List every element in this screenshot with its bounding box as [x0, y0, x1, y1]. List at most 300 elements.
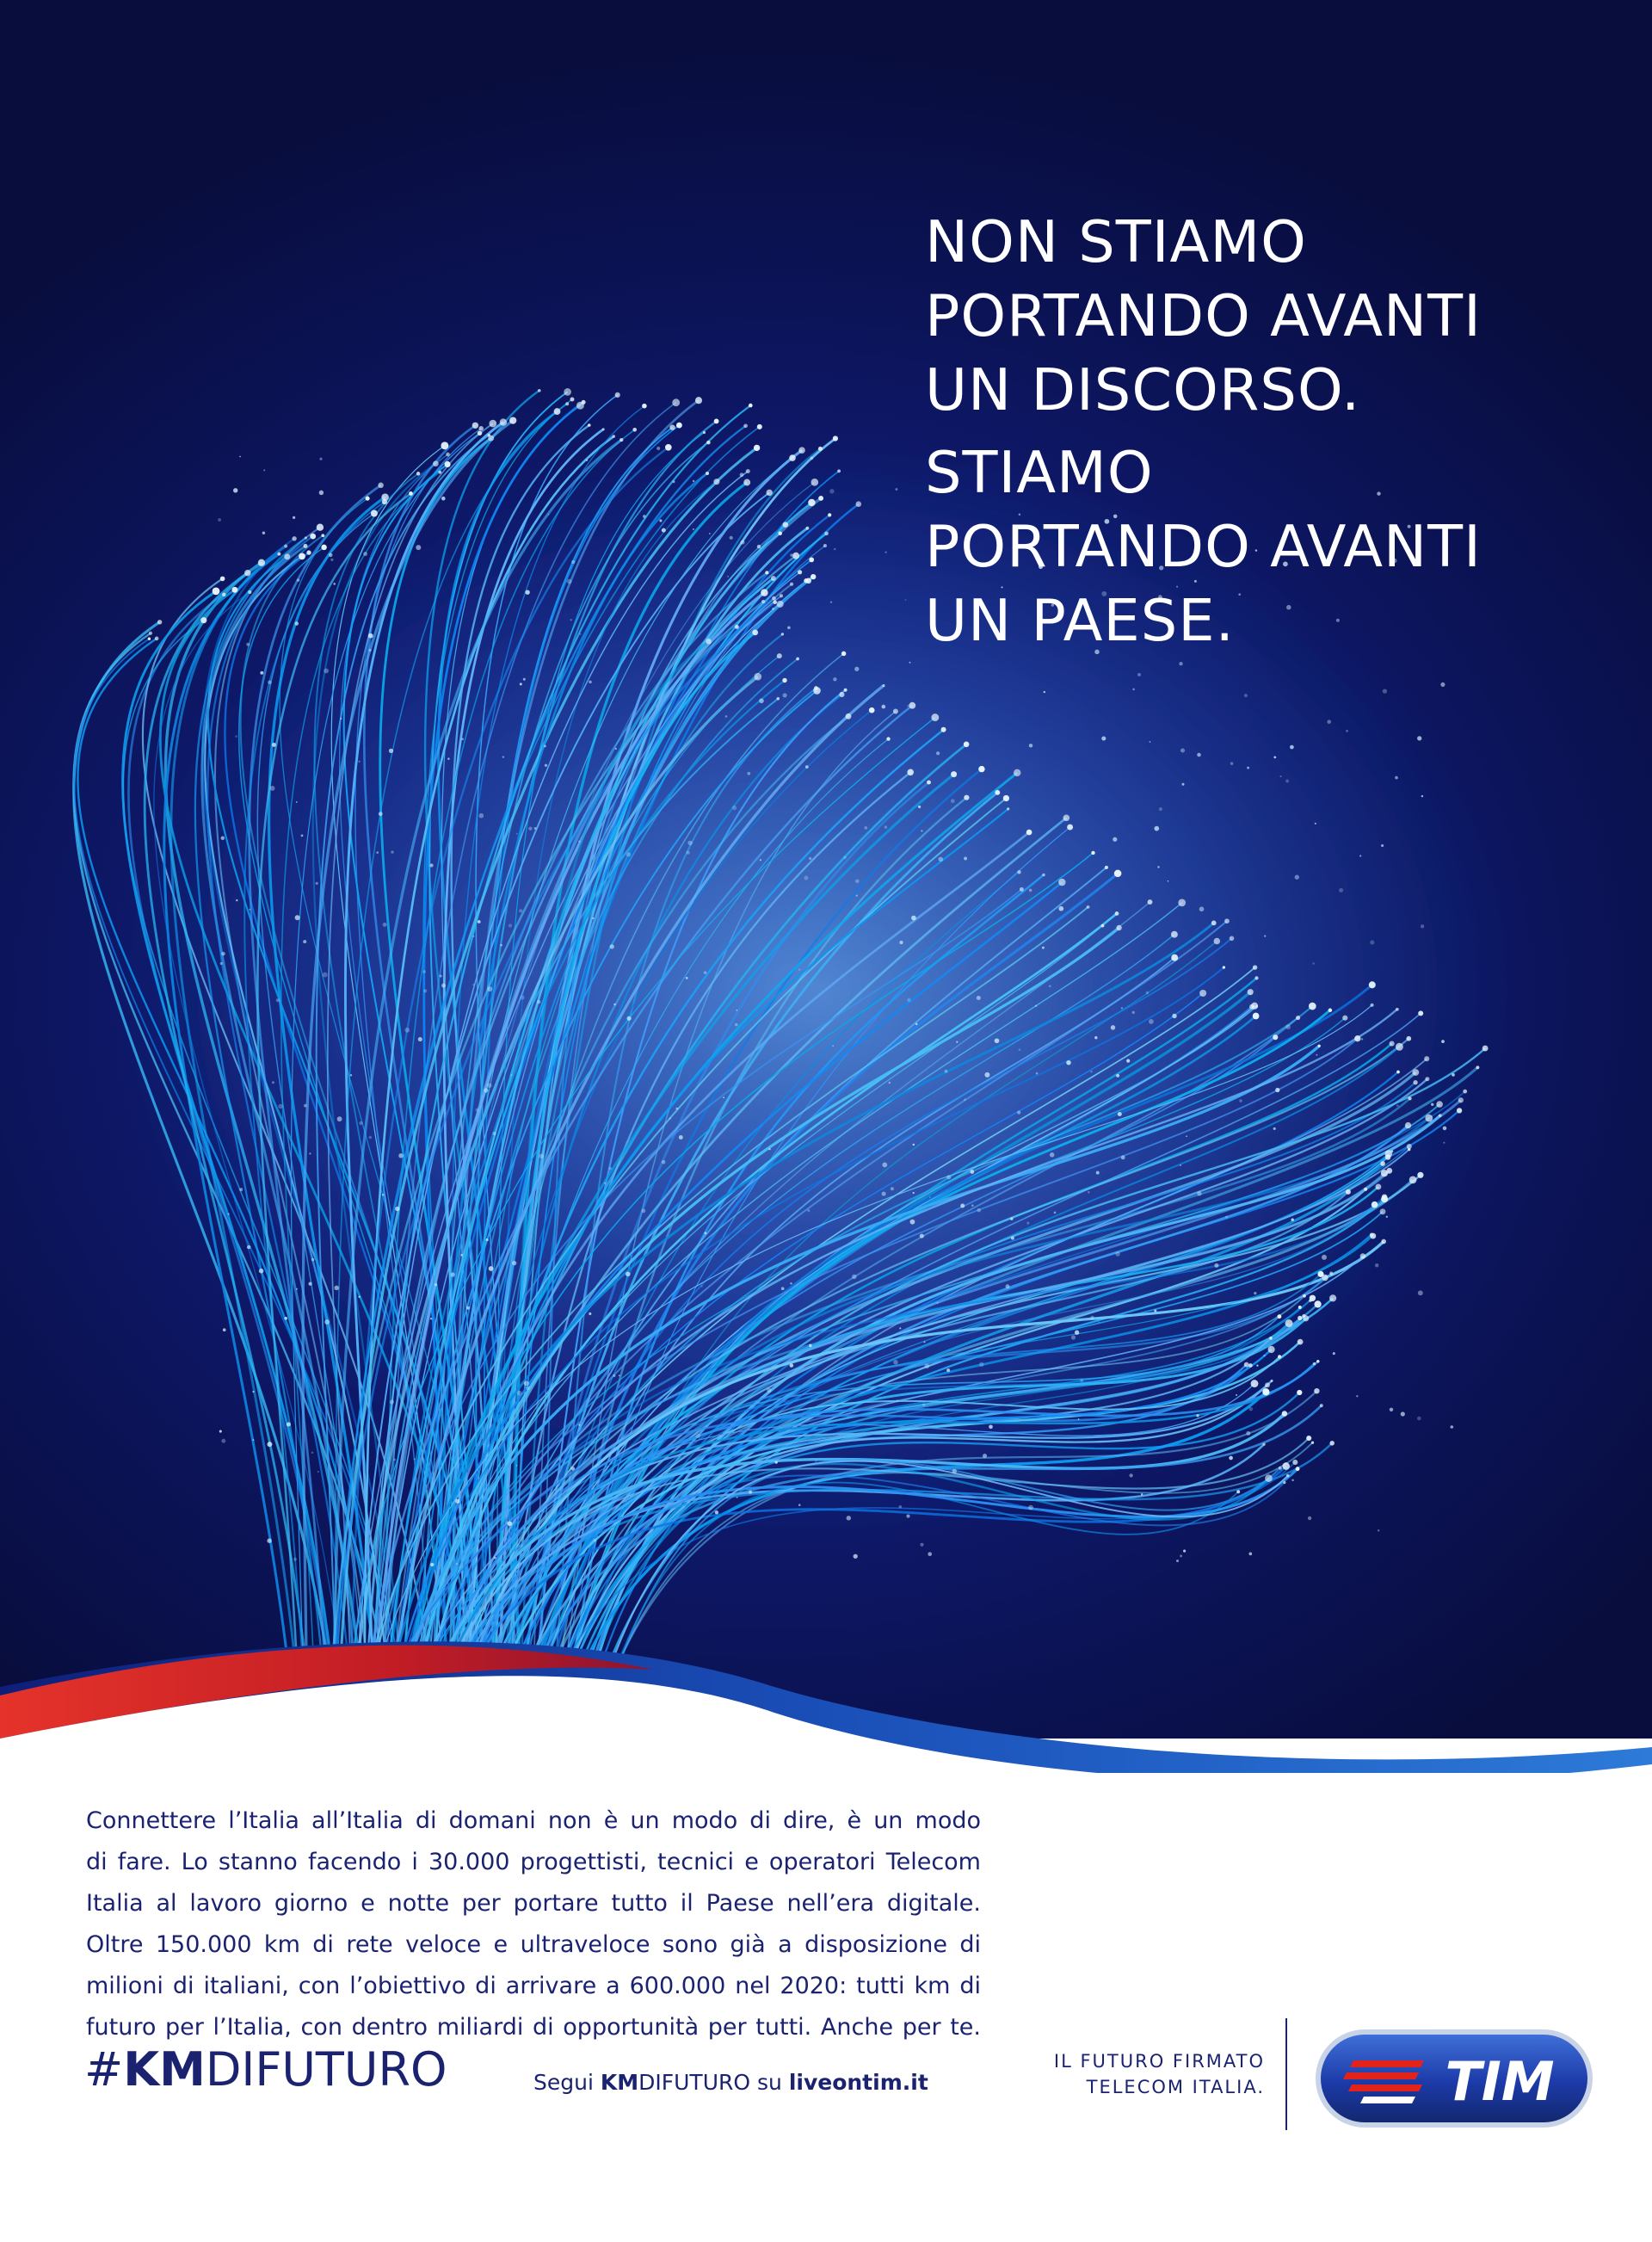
fiber-tip: [833, 435, 838, 441]
fiber-tip: [1396, 1008, 1399, 1011]
fiber-tip: [1360, 1253, 1365, 1258]
fiber-sparkle: [609, 1167, 613, 1170]
fiber-sparkle: [1390, 1408, 1393, 1411]
fiber-sparkle: [390, 1399, 394, 1404]
fiber-tip: [839, 692, 844, 697]
fiber-sparkle: [1418, 1290, 1423, 1295]
fiber-sparkle: [830, 602, 832, 603]
fiber-tip: [995, 790, 1000, 795]
fiber-sparkle: [662, 528, 666, 533]
fiber-sparkle: [1196, 1414, 1199, 1417]
fiber-tip: [789, 454, 796, 461]
fiber-tip: [305, 536, 307, 539]
fiber-sparkle: [891, 1187, 894, 1190]
fiber-sparkle: [977, 1208, 982, 1213]
fiber-sparkle: [709, 533, 711, 534]
fiber-sparkle: [1071, 1335, 1076, 1339]
fiber-sparkle: [918, 806, 921, 808]
fiber-sparkle: [239, 456, 241, 458]
fiber-sparkle: [921, 830, 922, 831]
fiber-sparkle: [1214, 1263, 1218, 1268]
fiber-sparkle: [910, 1220, 915, 1225]
fiber-sparkle: [971, 1204, 974, 1207]
fiber-sparkle: [882, 1162, 887, 1167]
fiber-sparkle: [227, 1213, 229, 1214]
fiber-sparkle: [1132, 689, 1135, 691]
fiber-sparkle: [1129, 1473, 1132, 1477]
fiber-tip: [1405, 1122, 1411, 1128]
fiber-tip: [1458, 1097, 1464, 1102]
fiber-sparkle: [1019, 1048, 1021, 1051]
fiber-sparkle: [855, 879, 860, 883]
fiber-sparkle: [643, 515, 646, 518]
fiber-sparkle: [656, 447, 660, 450]
fiber-sparkle: [1044, 691, 1045, 693]
fiber-sparkle: [548, 514, 550, 516]
fiber-sparkle: [1066, 1060, 1071, 1065]
fiber-sparkle: [1090, 1316, 1094, 1319]
fiber-sparkle: [1239, 1099, 1242, 1102]
fiber-sparkle: [1291, 1479, 1294, 1482]
hashtag-rest: DIFUTURO: [205, 2042, 447, 2097]
fiber-tip: [796, 658, 799, 661]
headline-line: STIAMO: [925, 439, 1154, 506]
body-copy-line: Connettere l’Italia all’Italia di domani non è un modo di dire, è un modo: [86, 1807, 981, 1834]
fiber-sparkle: [1431, 1103, 1433, 1106]
fiber-sparkle: [936, 751, 940, 755]
fiber-sparkle: [441, 984, 446, 988]
headline-line: NON STIAMO: [925, 208, 1307, 275]
fiber-sparkle: [524, 1380, 529, 1386]
fiber-sparkle: [964, 857, 967, 861]
fiber-sparkle: [913, 1192, 915, 1194]
fiber-tip: [1262, 1388, 1269, 1395]
fiber-sparkle: [1150, 741, 1151, 743]
fiber-sparkle: [494, 1557, 496, 1560]
fiber-sparkle: [1028, 1505, 1033, 1510]
fiber-tip: [1375, 1183, 1381, 1189]
fiber-sparkle: [252, 1391, 254, 1393]
fiber-sparkle: [319, 458, 322, 460]
fiber-sparkle: [500, 944, 502, 947]
fiber-sparkle: [693, 528, 694, 530]
fiber-sparkle: [705, 1232, 707, 1234]
fiber-sparkle: [895, 488, 897, 491]
fiber-tip: [761, 600, 765, 603]
fiber-sparkle: [906, 1515, 909, 1518]
fiber-tip: [441, 442, 448, 449]
fiber-tip: [1364, 1188, 1367, 1191]
fiber-sparkle: [1333, 1352, 1335, 1355]
fiber-tip: [746, 469, 750, 473]
fiber-sparkle: [586, 460, 588, 461]
fiber-sparkle: [472, 984, 474, 985]
fiber-sparkle: [478, 813, 484, 818]
fiber-sparkle: [939, 857, 944, 862]
fiber-tip: [582, 400, 586, 405]
fiber-sparkle: [383, 923, 387, 927]
fiber-tip: [1171, 931, 1178, 938]
fiber-sparkle: [604, 1183, 606, 1184]
fiber-tip: [1199, 990, 1206, 997]
fiber-sparkle: [460, 1254, 462, 1256]
fiber-tip: [299, 553, 305, 560]
fiber-tip: [1342, 1016, 1347, 1021]
fiber-sparkle: [1010, 1217, 1014, 1220]
fiber-tip: [1116, 925, 1121, 930]
fiber-sparkle: [516, 833, 518, 835]
fiber-tip: [222, 593, 225, 596]
fiber-tip: [823, 544, 827, 547]
fiber-sparkle: [626, 1272, 631, 1277]
fiber-tip: [1248, 989, 1254, 995]
fiber-sparkle: [455, 1499, 459, 1504]
fiber-sparkle: [1327, 720, 1331, 724]
fiber-sparkle: [905, 599, 907, 601]
fiber-sparkle: [1229, 1456, 1233, 1461]
fiber-sparkle: [520, 682, 522, 685]
fiber-sparkle: [456, 1563, 458, 1565]
fiber-tip: [844, 689, 848, 692]
fiber-tip: [1058, 879, 1065, 886]
fiber-sparkle: [732, 806, 737, 810]
fiber-sparkle: [239, 1188, 243, 1191]
fiber-tip: [1296, 1016, 1300, 1020]
fiber-tip: [856, 501, 862, 507]
fiber-tip: [446, 453, 450, 457]
fiber-tip: [445, 461, 451, 467]
hashtag-bold: KM: [123, 2042, 206, 2097]
fiber-tip: [809, 558, 814, 563]
fiber-sparkle: [1168, 880, 1169, 882]
fiber-sparkle: [627, 1016, 632, 1021]
fiber-tip: [1014, 769, 1021, 777]
fiber-tip: [1417, 1172, 1423, 1178]
fiber-sparkle: [311, 1452, 314, 1455]
fiber-tip: [1346, 1189, 1351, 1195]
fiber-sparkle: [395, 1207, 399, 1211]
fiber-sparkle: [1180, 1554, 1182, 1557]
fiber-tip: [706, 441, 711, 445]
fiber-tip: [927, 781, 931, 785]
fiber-tip: [1223, 966, 1225, 968]
fiber-sparkle: [267, 1539, 271, 1543]
fiber-tip: [1380, 1208, 1386, 1214]
fiber-sparkle: [287, 1423, 291, 1427]
fiber-tip: [1007, 807, 1009, 810]
fiber-sparkle: [897, 1399, 898, 1401]
fiber-sparkle: [956, 1041, 958, 1043]
fiber-tip: [1412, 1069, 1419, 1076]
fiber-tip: [735, 625, 739, 629]
fiber-sparkle: [1361, 1038, 1364, 1041]
fiber-sparkle: [798, 1504, 801, 1506]
follow-lead: Segui: [533, 2070, 601, 2095]
fiber-tip: [258, 559, 265, 566]
fiber-sparkle: [369, 649, 372, 652]
fiber-sparkle: [929, 1196, 931, 1198]
fiber-sparkle: [1386, 1216, 1388, 1218]
fiber-tip: [1381, 1239, 1386, 1245]
fiber-sparkle: [1440, 682, 1445, 687]
fiber-tip: [837, 469, 841, 472]
fiber-sparkle: [1199, 906, 1205, 911]
fiber-sparkle: [946, 1368, 950, 1372]
fiber-tip: [805, 577, 811, 584]
fiber-tip: [602, 428, 605, 430]
fiber-tip: [1463, 1090, 1467, 1094]
fiber-sparkle: [790, 1282, 792, 1285]
fiber-sparkle: [507, 1521, 512, 1526]
fiber-tip: [777, 653, 782, 658]
fiber-sparkle: [1249, 1407, 1254, 1411]
fiber-tip: [811, 574, 816, 579]
fiber-sparkle: [1356, 1395, 1358, 1397]
fiber-sparkle: [768, 1148, 770, 1150]
fiber-tip: [416, 472, 421, 476]
fiber-tip: [818, 447, 823, 451]
fiber-tip: [828, 513, 831, 516]
fiber-tip: [1244, 1362, 1249, 1368]
fiber-tip: [378, 483, 384, 489]
follow-mid: DIFUTURO su: [638, 2070, 789, 2095]
fiber-sparkle: [676, 1108, 679, 1110]
fiber-sparkle: [512, 1261, 516, 1265]
fiber-sparkle: [1006, 1284, 1010, 1288]
headline: [925, 205, 1613, 658]
fiber-sparkle: [909, 662, 911, 664]
fiber-tip: [1178, 899, 1186, 907]
fiber-sparkle: [1126, 1059, 1130, 1063]
fiber-tip: [1003, 795, 1009, 801]
fiber-sparkle: [1154, 1310, 1156, 1312]
fiber-sparkle: [832, 1045, 834, 1047]
fiber-tip: [824, 531, 829, 535]
fiber-tip: [588, 423, 591, 427]
fiber-sparkle: [1011, 1236, 1014, 1239]
fiber-tip: [714, 418, 719, 423]
fiber-tip: [805, 527, 809, 530]
fiber-tip: [1296, 1467, 1300, 1471]
fiber-sparkle: [309, 1152, 311, 1154]
fiber-tip: [1298, 1316, 1302, 1320]
fiber-sparkle: [221, 952, 225, 956]
fiber-sparkle: [589, 681, 592, 684]
fiber-tip: [1314, 1300, 1321, 1307]
fiber-tip: [1418, 1010, 1423, 1016]
fiber-sparkle: [1176, 1560, 1179, 1562]
follow-link[interactable]: liveontim.it: [788, 2070, 928, 2095]
fiber-sparkle: [1417, 736, 1421, 740]
fiber-tip: [761, 589, 768, 596]
fiber-sparkle: [509, 924, 512, 928]
fiber-sparkle: [236, 899, 237, 901]
fiber-sparkle: [422, 970, 426, 973]
fiber-tip: [1306, 1436, 1311, 1441]
fiber-sparkle: [303, 940, 306, 943]
fiber-sparkle: [852, 1275, 857, 1280]
fiber-sparkle: [475, 1109, 478, 1112]
fiber-sparkle: [809, 1344, 812, 1348]
fiber-tip: [790, 583, 793, 586]
fiber-tip: [1292, 1460, 1298, 1465]
fiber-tip: [565, 402, 569, 405]
fiber-sparkle: [952, 1469, 957, 1473]
fiber-sparkle: [592, 917, 594, 919]
fiber-sparkle: [899, 941, 903, 944]
fiber-sparkle: [1244, 694, 1248, 697]
fiber-sparkle: [911, 916, 916, 921]
fiber-sparkle: [740, 472, 744, 477]
fiber-tip: [1273, 1035, 1278, 1040]
fiber-tip: [893, 709, 898, 714]
fiber-tip: [1279, 1467, 1282, 1470]
fiber-sparkle: [594, 1539, 596, 1541]
fiber-sparkle: [727, 576, 729, 577]
fiber-tip: [1067, 825, 1073, 831]
fiber-sparkle: [787, 626, 791, 629]
fiber-tip: [620, 438, 623, 442]
fiber-tip: [703, 431, 706, 434]
fiber-tip: [749, 404, 753, 408]
follow-bold: KM: [600, 2070, 639, 2095]
fiber-sparkle: [1443, 1142, 1445, 1144]
fiber-sparkle: [311, 1258, 315, 1262]
fiber-sparkle: [984, 1072, 989, 1078]
fiber-sparkle: [1254, 1292, 1256, 1294]
fiber-sparkle: [747, 772, 750, 775]
fiber-sparkle: [775, 1461, 778, 1463]
fiber-tip: [1253, 965, 1257, 969]
fiber-tip: [1091, 851, 1094, 855]
fiber-sparkle: [1113, 837, 1117, 842]
fiber-tip: [1408, 1148, 1411, 1152]
fiber-sparkle: [673, 480, 675, 483]
fiber-tip: [1017, 870, 1020, 874]
fiber-sparkle: [977, 996, 981, 1000]
fiber-sparkle: [589, 1312, 591, 1315]
fiber-tip: [1369, 981, 1376, 988]
fiber-tip: [157, 620, 162, 624]
fiber-sparkle: [1058, 906, 1063, 911]
fiber-sparkle: [1401, 1411, 1405, 1416]
fiber-sparkle: [296, 1288, 298, 1290]
fiber-tip: [1302, 1314, 1305, 1318]
fiber-sparkle: [669, 1117, 671, 1119]
fiber-sparkle: [759, 699, 764, 704]
fiber-tip: [931, 713, 939, 721]
fiber-sparkle: [1049, 985, 1051, 987]
fiber-sparkle: [757, 545, 761, 549]
fiber-sparkle: [1263, 1355, 1265, 1356]
fiber-sparkle: [478, 920, 481, 923]
fiber-sparkle: [391, 850, 393, 853]
fiber-sparkle: [937, 1302, 939, 1304]
fiber-sparkle: [1236, 1394, 1237, 1396]
fiber-sparkle: [723, 1096, 724, 1098]
fiber-sparkle: [487, 1083, 491, 1087]
fiber-sparkle: [262, 532, 265, 534]
fiber-tip: [1148, 899, 1153, 905]
fiber-sparkle: [270, 786, 275, 791]
fiber-sparkle: [252, 1439, 254, 1441]
fiber-sparkle: [430, 1318, 432, 1319]
fiber-tip: [743, 479, 750, 486]
fiber-tip: [632, 428, 637, 432]
fiber-sparkle: [272, 1081, 274, 1084]
fiber-sparkle: [679, 1135, 683, 1140]
fiber-sparkle: [516, 1465, 518, 1467]
fiber-sparkle: [964, 1098, 966, 1101]
fiber-sparkle: [951, 799, 955, 803]
fiber-tip: [244, 570, 250, 576]
fiber-sparkle: [485, 1238, 488, 1241]
fiber-sparkle: [983, 1454, 987, 1458]
fiber-tip: [1390, 1041, 1395, 1047]
fiber-sparkle: [960, 1203, 965, 1207]
fiber-sparkle: [297, 578, 300, 582]
fiber-sparkle: [924, 1363, 929, 1368]
tagline-line: TELECOM ITALIA.: [1086, 2077, 1265, 2097]
fiber-tip: [1372, 1201, 1378, 1208]
fiber-sparkle: [247, 1245, 250, 1249]
fiber-tip: [1265, 1474, 1273, 1482]
fiber-sparkle: [249, 909, 250, 911]
fiber-sparkle: [363, 552, 367, 556]
fiber-tip: [317, 524, 324, 531]
fiber-tip: [371, 510, 378, 517]
fiber-tip: [755, 673, 762, 681]
fiber-sparkle: [1441, 1040, 1445, 1043]
logo-divider: [1285, 2018, 1287, 2130]
fiber-tip: [869, 707, 875, 713]
fiber-tip: [1328, 1009, 1333, 1013]
fiber-sparkle: [1451, 1425, 1454, 1429]
fiber-sparkle: [267, 1442, 272, 1447]
fiber-sparkle: [854, 1554, 858, 1559]
fiber-tip: [1314, 1388, 1319, 1393]
fiber-tip: [1436, 1101, 1443, 1108]
fiber-sparkle: [613, 1004, 616, 1006]
fiber-sparkle: [833, 677, 836, 681]
fiber-tip: [1354, 1035, 1360, 1041]
fiber-sparkle: [430, 1563, 434, 1566]
fiber-sparkle: [1290, 745, 1294, 750]
fiber-sparkle: [1179, 662, 1182, 665]
headline-line: UN PAESE.: [925, 587, 1235, 654]
fiber-sparkle: [1078, 1418, 1080, 1420]
fiber-sparkle: [970, 1170, 974, 1174]
fiber-sparkle: [1256, 1364, 1258, 1366]
fiber-sparkle: [1315, 823, 1316, 825]
fiber-tip: [781, 633, 784, 635]
fiber-sparkle: [324, 669, 329, 674]
fiber-sparkle: [1264, 935, 1266, 936]
fiber-sparkle: [246, 643, 250, 646]
fiber-sparkle: [487, 986, 492, 991]
fiber-sparkle: [885, 825, 887, 828]
fiber-sparkle: [741, 540, 745, 545]
fiber-tip: [248, 590, 251, 594]
fiber-sparkle: [913, 1144, 915, 1146]
fiber-tip: [1482, 1046, 1489, 1052]
fiber-sparkle: [358, 1296, 361, 1299]
fiber-sparkle: [1026, 1222, 1029, 1225]
fiber-sparkle: [1098, 1321, 1100, 1323]
body-copy-line: Oltre 150.000 km di rete veloce e ultraveloce sono già a disposizione di: [86, 1931, 981, 1958]
logo-text: TIM: [1445, 2050, 1555, 2113]
fiber-tip: [489, 420, 496, 428]
